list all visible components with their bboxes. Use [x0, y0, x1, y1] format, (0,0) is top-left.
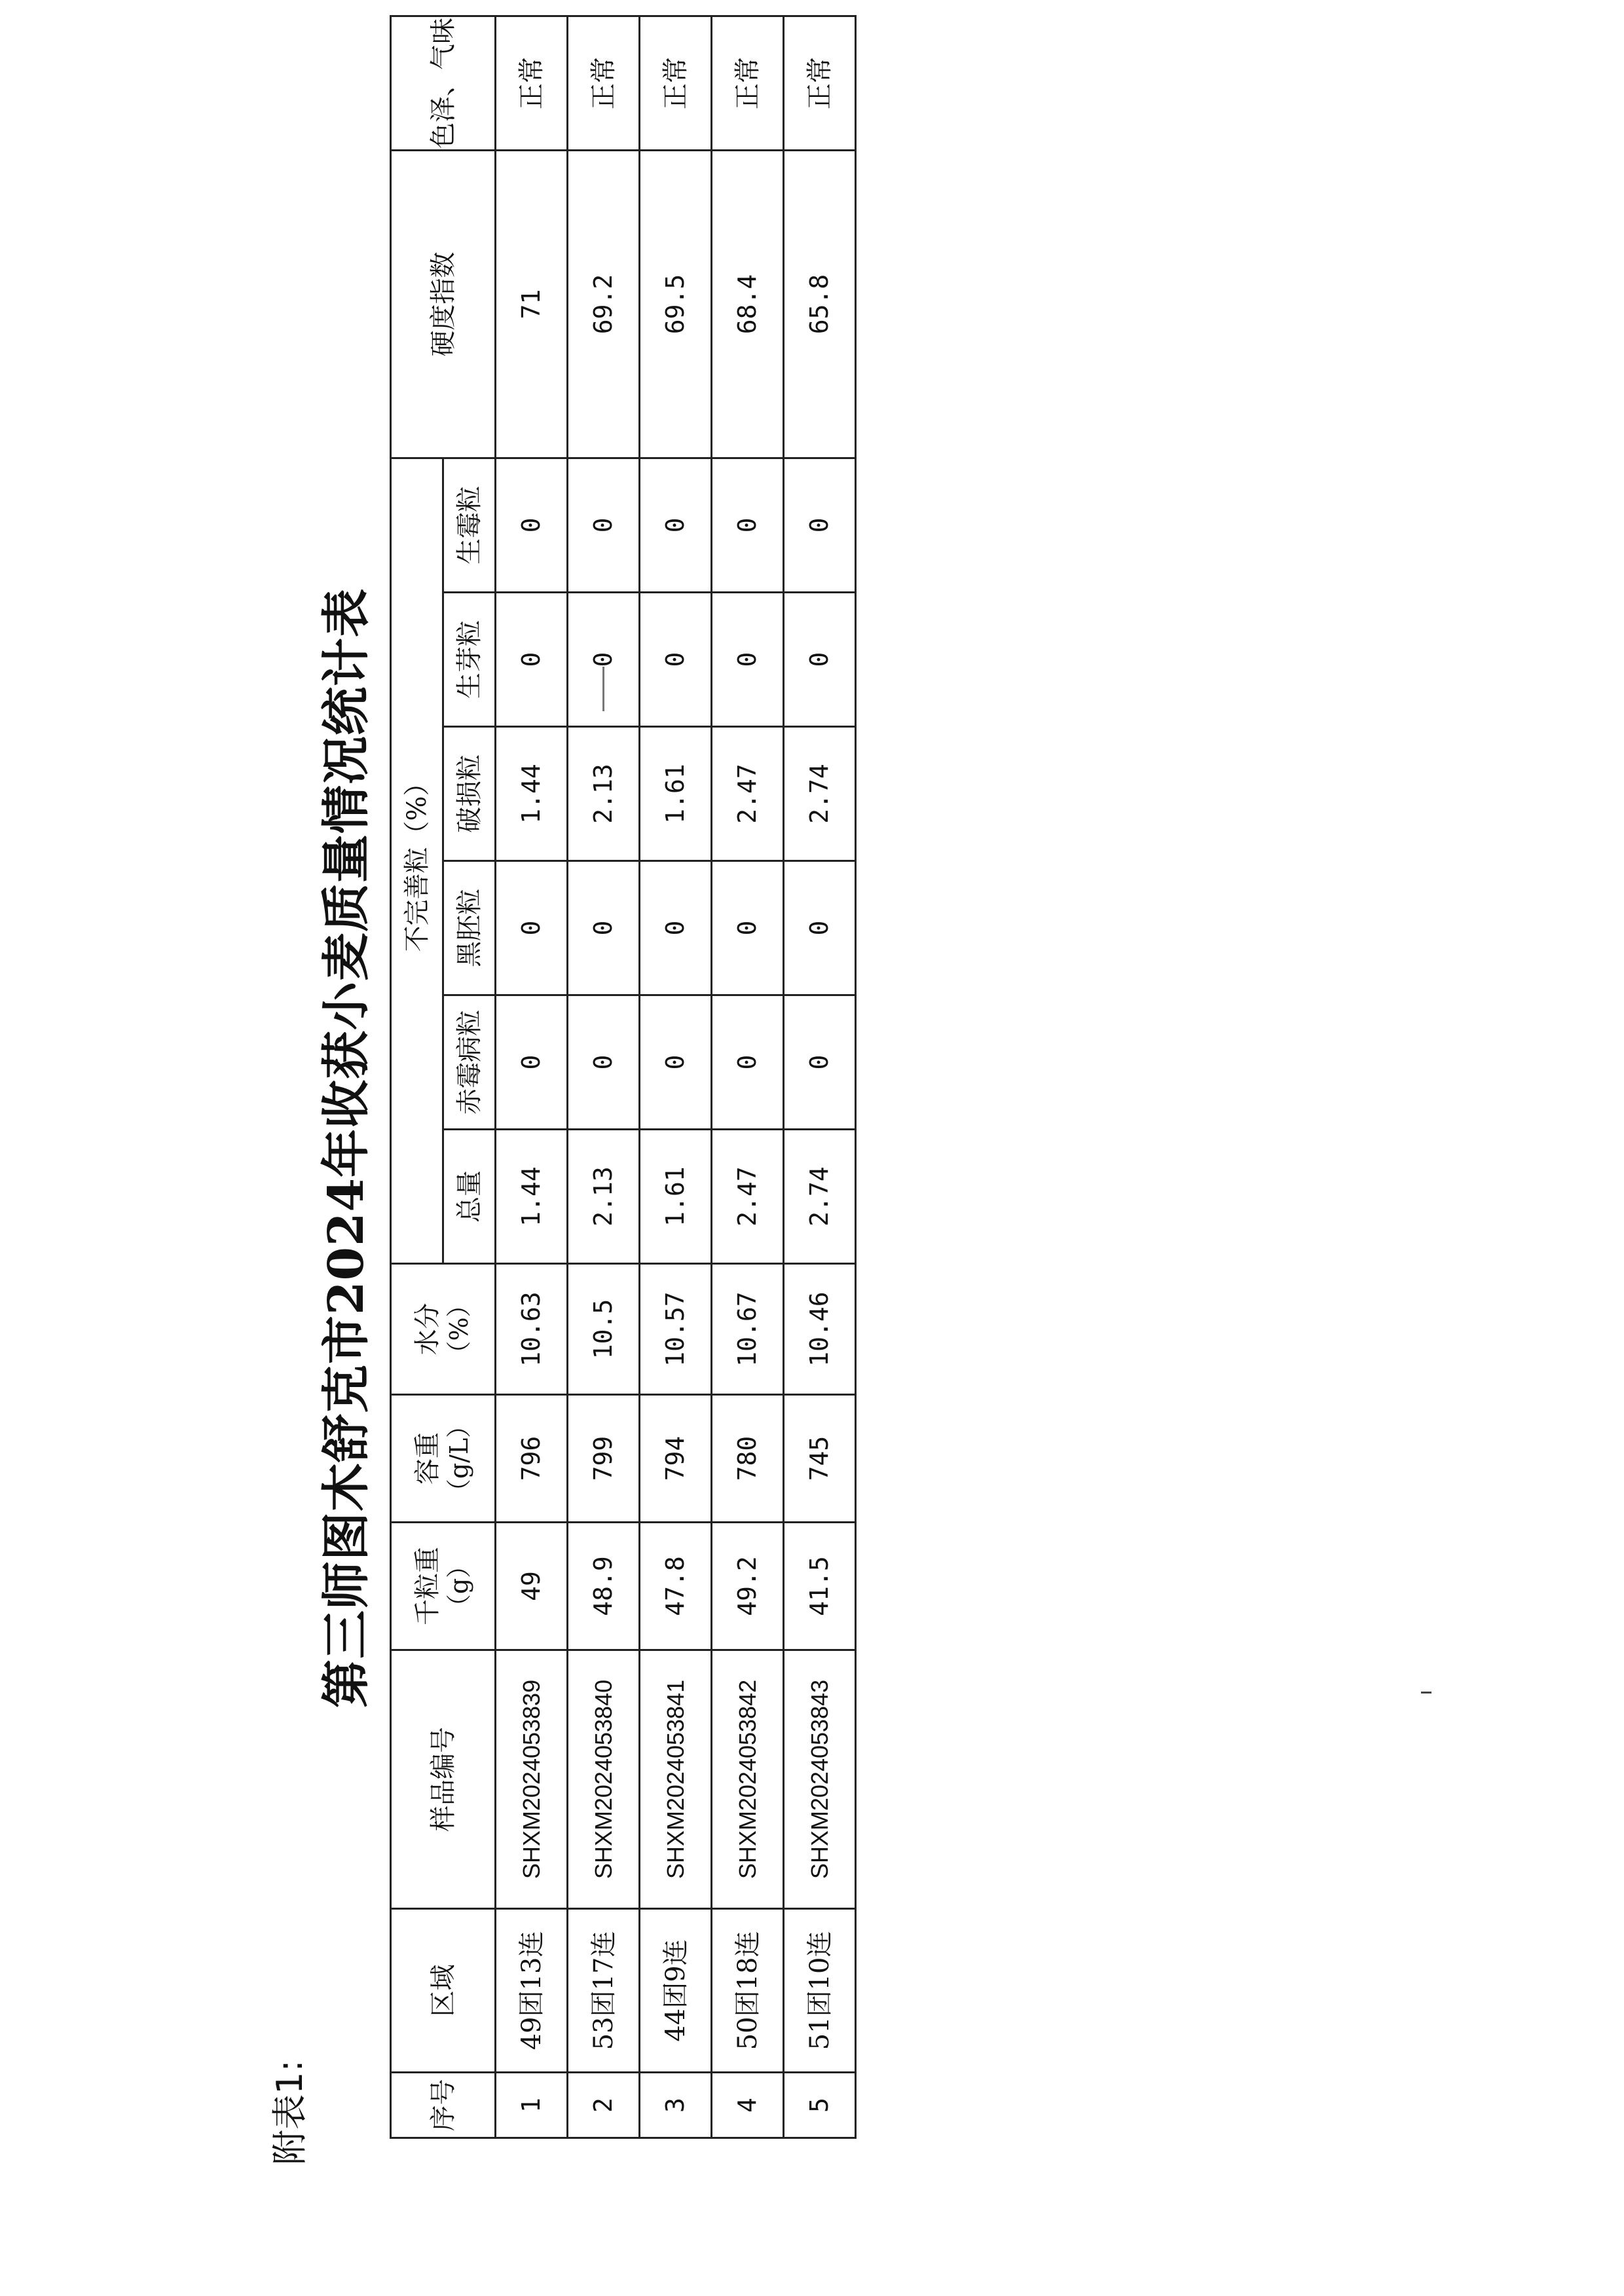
cell-imperfect-total: 2.13	[568, 1130, 640, 1264]
cell-sample-id: SHXM2024053840	[568, 1650, 640, 1909]
cell-moldy: 0	[784, 458, 856, 592]
header-thousand-kernel-weight	[391, 1523, 496, 1650]
cell-test-weight: 794	[640, 1395, 712, 1523]
header-region: 区域	[391, 1909, 496, 2073]
cell-moldy: 0	[496, 458, 568, 592]
header-black-germ-kernels: 黑胚粒	[443, 861, 496, 995]
cell-hardness: 71	[496, 150, 568, 458]
cell-scab: 0	[568, 995, 640, 1130]
cell-thousand-kernel-weight: 47.8	[640, 1523, 712, 1650]
cell-broken: 1.44	[496, 727, 568, 861]
cell-scab: 0	[496, 995, 568, 1130]
cell-imperfect-total: 1.44	[496, 1130, 568, 1264]
header-color-odor: 色泽、气味	[391, 16, 496, 150]
cell-test-weight: 745	[784, 1395, 856, 1523]
cell-sample-id: SHXM2024053839	[496, 1650, 568, 1909]
cell-moisture: 10.57	[640, 1264, 712, 1395]
cell-thousand-kernel-weight: 41.5	[784, 1523, 856, 1650]
cell-seq: 4	[712, 2073, 784, 2138]
header-test-weight-unit: （g/L）	[444, 1413, 473, 1504]
cell-sprouted: 0	[712, 593, 784, 727]
cell-region: 49团13连	[496, 1909, 568, 2073]
table-row	[496, 16, 568, 2138]
cell-scab: 0	[712, 995, 784, 1130]
cell-sprouted: 0	[568, 593, 640, 727]
cell-hardness: 68.4	[712, 150, 784, 458]
table-row	[712, 16, 784, 2138]
cell-color-odor: 正常	[568, 16, 640, 150]
cell-imperfect-total: 1.61	[640, 1130, 712, 1264]
table-row	[640, 16, 712, 2138]
cell-region: 50团18连	[712, 1909, 784, 2073]
header-test-weight-label: 容重	[412, 1432, 443, 1485]
cell-test-weight: 780	[712, 1395, 784, 1523]
cell-test-weight: 796	[496, 1395, 568, 1523]
cell-hardness: 69.5	[640, 150, 712, 458]
wheat-quality-table	[390, 15, 857, 2139]
header-hardness-index: 硬度指数	[391, 150, 496, 458]
cell-hardness: 69.2	[568, 150, 640, 458]
cell-broken: 1.61	[640, 727, 712, 861]
cell-color-odor: 正常	[640, 16, 712, 150]
cell-color-odor: 正常	[496, 16, 568, 150]
cell-black-germ: 0	[568, 861, 640, 995]
cell-thousand-kernel-weight: 49	[496, 1523, 568, 1650]
cell-imperfect-total: 2.74	[784, 1130, 856, 1264]
annex-label: 附表1:	[269, 2060, 310, 2165]
page-title: 第三师图木舒克市2024年收获小麦质量情况统计表	[318, 588, 375, 1708]
cell-region: 51团10连	[784, 1909, 856, 2073]
cell-moisture: 10.63	[496, 1264, 568, 1395]
cell-seq: 1	[496, 2073, 568, 2138]
header-sample-id: 样品编号	[391, 1650, 496, 1909]
cell-thousand-kernel-weight: 48.9	[568, 1523, 640, 1650]
cell-black-germ: 0	[640, 861, 712, 995]
cell-moldy: 0	[712, 458, 784, 592]
table-row	[784, 16, 856, 2138]
cell-moldy: 0	[640, 458, 712, 592]
cell-region: 44团9连	[640, 1909, 712, 2073]
cell-sprouted: 0	[784, 593, 856, 727]
cell-sample-id: SHXM2024053841	[640, 1650, 712, 1909]
cell-broken: 2.74	[784, 727, 856, 861]
cell-moisture: 10.67	[712, 1264, 784, 1395]
cell-thousand-kernel-weight: 49.2	[712, 1523, 784, 1650]
cell-region: 53团17连	[568, 1909, 640, 2073]
cell-seq: 3	[640, 2073, 712, 2138]
header-seq: 序号	[391, 2073, 496, 2138]
header-tkw-unit: （g）	[444, 1553, 473, 1620]
header-broken-kernels: 破损粒	[443, 727, 496, 861]
cell-color-odor: 正常	[712, 16, 784, 150]
cell-scab: 0	[784, 995, 856, 1130]
cell-moldy: 0	[568, 458, 640, 592]
cell-sprouted: 0	[640, 593, 712, 727]
cell-scab: 0	[640, 995, 712, 1130]
cell-seq: 2	[568, 2073, 640, 2138]
header-imperfect-kernels-group: 不完善粒（%）	[391, 458, 443, 1263]
cell-moisture: 10.5	[568, 1264, 640, 1395]
header-moldy-kernels: 生霉粒	[443, 458, 496, 592]
cell-black-germ: 0	[712, 861, 784, 995]
header-scab-kernels: 赤霉病粒	[443, 995, 496, 1130]
header-moisture	[391, 1264, 496, 1395]
cell-sample-id: SHXM2024053842	[712, 1650, 784, 1909]
cell-seq: 5	[784, 2073, 856, 2138]
header-imperfect-total: 总量	[443, 1130, 496, 1264]
table-row	[568, 16, 640, 2138]
cell-hardness: 65.8	[784, 150, 856, 458]
header-test-weight	[391, 1395, 496, 1523]
header-tkw-label: 千粒重	[412, 1547, 443, 1625]
cell-test-weight: 799	[568, 1395, 640, 1523]
cell-black-germ: 0	[784, 861, 856, 995]
cell-moisture: 10.46	[784, 1264, 856, 1395]
cell-broken: 2.13	[568, 727, 640, 861]
header-moisture-label: 水分	[412, 1303, 443, 1356]
cell-sample-id: SHXM2024053843	[784, 1650, 856, 1909]
header-moisture-unit: （%）	[444, 1292, 473, 1366]
cell-black-germ: 0	[496, 861, 568, 995]
header-sprouted-kernels: 生芽粒	[443, 593, 496, 727]
cell-color-odor: 正常	[784, 16, 856, 150]
scan-ink-mark	[1421, 1692, 1431, 1694]
cell-sprouted: 0	[496, 593, 568, 727]
scan-ink-mark	[602, 667, 604, 711]
cell-broken: 2.47	[712, 727, 784, 861]
cell-imperfect-total: 2.47	[712, 1130, 784, 1264]
